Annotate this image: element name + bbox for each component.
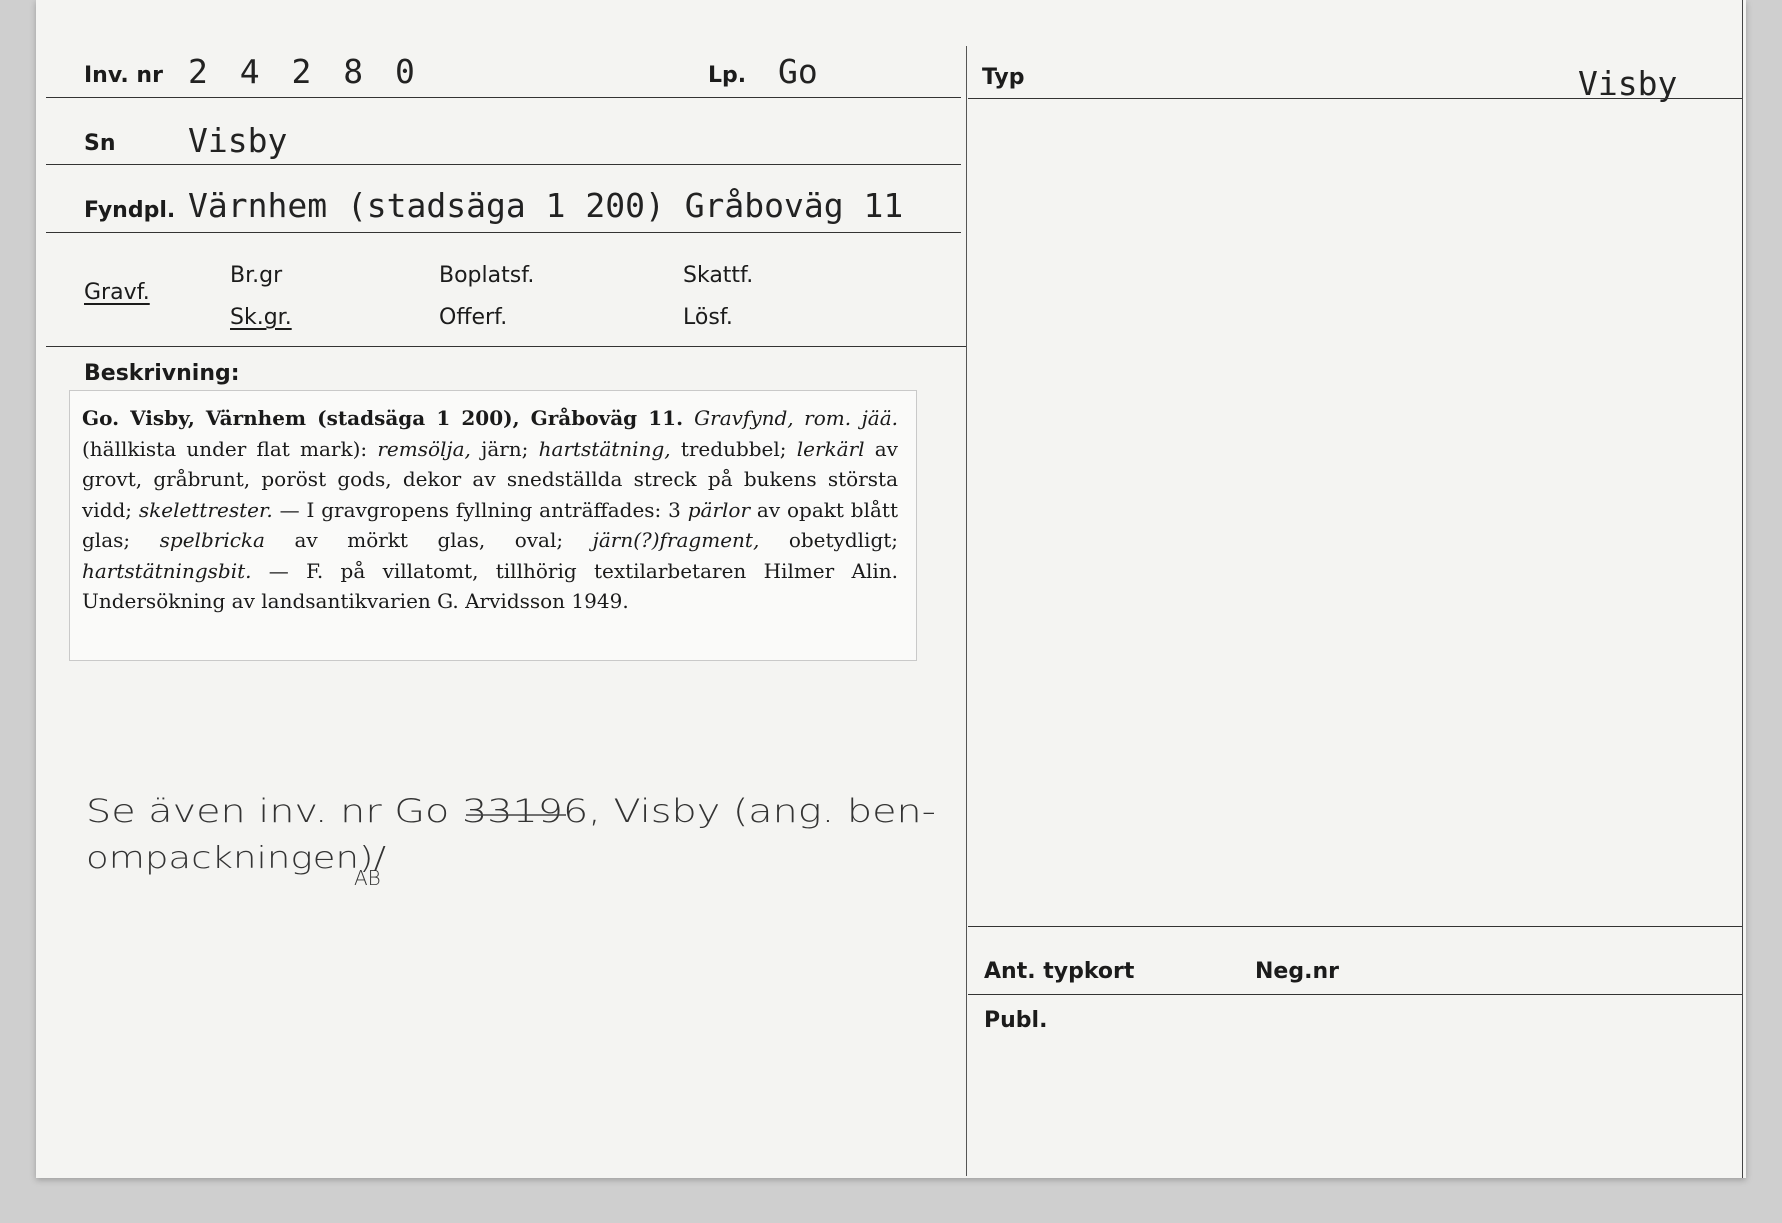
description-segment: hartstätning, [538, 436, 671, 461]
fyndpl-label: Fyndpl. [84, 198, 176, 223]
boplatsf-label: Boplatsf. [439, 263, 535, 288]
description-segment: av opakt blått glas; [82, 497, 898, 552]
handwritten-line-2: ompackningen)/ [86, 841, 386, 876]
negnr-label: Neg.nr [1255, 959, 1339, 984]
description-segment: — F. på villatomt, tillhörig textilarbetaren Hilmer Alin. Undersökning av landsantikvarien G. Arvidsson 1949. [82, 558, 898, 613]
description-segment: remsölja, [377, 436, 471, 461]
card-right-edge [1742, 0, 1743, 1178]
description-segment: — I gravgropens fyllning anträffades: 3 [272, 497, 688, 522]
inv-nr-value: 2 4 2 8 0 [188, 52, 421, 91]
offerf-label: Offerf. [439, 305, 508, 330]
description-segment: tredubbel; [670, 436, 797, 461]
description-segment: av mörkt glas, oval; [264, 528, 593, 552]
skattf-label: Skattf. [683, 263, 754, 288]
typ-value: Visby [1578, 64, 1678, 103]
description-segment: lerkärl [796, 436, 865, 461]
gravf-label: Gravf. [84, 280, 150, 305]
skgr-label: Sk.gr. [230, 305, 292, 330]
lp-value: Go [778, 52, 818, 91]
ant-typkort-label: Ant. typkort [984, 959, 1135, 984]
typ-label: Typ [982, 65, 1025, 90]
description-segment: obetydligt; [759, 528, 899, 552]
description-segment: Go. Visby, Värnhem (stadsäga 1 200), Gråboväg 11. [82, 406, 695, 430]
description-segment: hartstätningsbit. [82, 558, 252, 583]
description-segment: pärlor [687, 497, 751, 522]
sn-value: Visby [188, 121, 288, 160]
handwritten-initials: AB [354, 866, 381, 890]
publ-label: Publ. [984, 1008, 1048, 1033]
handwritten-line-1: Se även inv. nr Go 33196, Visby (ang. ben- [86, 792, 936, 830]
fyndpl-value: Värnhem (stadsäga 1 200) Gråboväg 11 [188, 186, 904, 225]
description-segment: järn; [470, 436, 539, 461]
inv-nr-label: Inv. nr [84, 63, 163, 88]
brgr-label: Br.gr [230, 263, 283, 288]
sn-label: Sn [84, 131, 116, 156]
description-segment: skelettrester. [138, 497, 273, 522]
footer-rule-middle [968, 994, 1742, 995]
description-segment: järn(?)fragment, [592, 528, 760, 552]
beskrivning-label: Beskrivning: [84, 361, 240, 386]
lp-label: Lp. [708, 63, 747, 88]
description-segment: Gravfynd, rom. jää. [694, 406, 898, 430]
header-rule-right [968, 98, 1742, 99]
handwritten-note [36, 0, 1036, 920]
description-segment: (hällkista under flat mark): [82, 436, 378, 461]
description-segment: av grovt, gråbrunt, poröst gods, dekor av snedställda streck på bukens största vidd; [82, 436, 898, 522]
description-segment: spelbricka [159, 528, 265, 552]
catalog-card [36, 0, 1746, 1178]
losf-label: Lösf. [683, 305, 733, 330]
footer-rule-top [968, 926, 1742, 927]
